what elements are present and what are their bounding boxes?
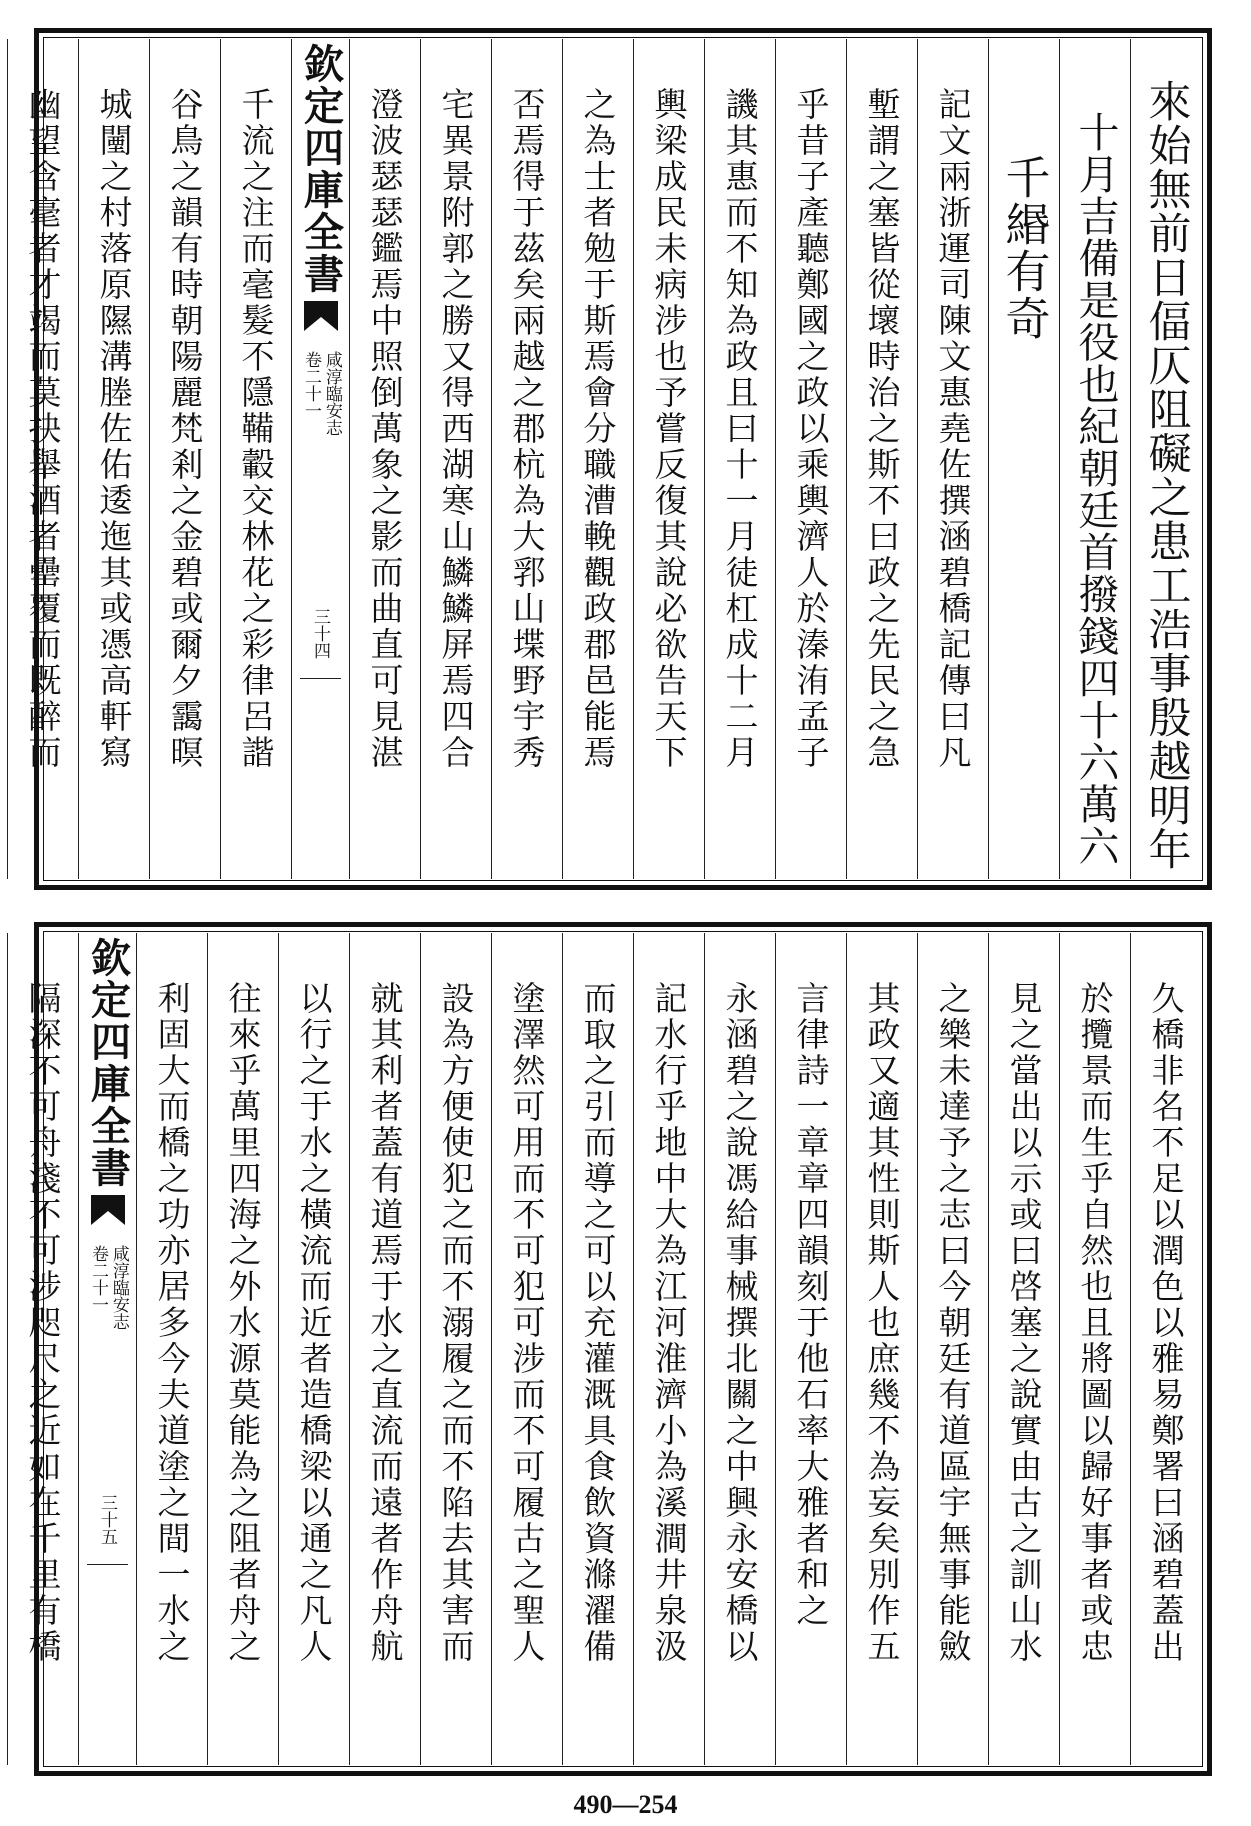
text-column xyxy=(420,933,491,1765)
text-column xyxy=(1059,933,1130,1765)
column-text: 言律詩一章章四韻刻于他石率大雅者和之 xyxy=(791,981,831,1629)
text-column xyxy=(1130,933,1201,1765)
text-column xyxy=(775,933,846,1765)
column-text: 十月吉備是役也紀朝廷首撥錢四十六萬六 xyxy=(1071,111,1120,867)
column-text: 幽望含毫者才竭而莫抉舉酒者罍覆而既醉而 xyxy=(23,87,63,771)
column-text: 見之當出以示或曰啓塞之說實由古之訓山水 xyxy=(1004,981,1044,1665)
text-column xyxy=(562,933,633,1765)
column-text: 就其利者蓋有道焉于水之直流而遠者作舟航 xyxy=(365,981,405,1665)
center-header xyxy=(291,39,349,879)
column-text: 乎昔子產聽鄭國之政以乘輿濟人於溱洧孟子 xyxy=(791,87,831,771)
text-column xyxy=(633,933,704,1765)
text-column xyxy=(917,933,988,1765)
column-text: 塹謂之塞皆從壞時治之斯不曰政之先民之急 xyxy=(862,87,902,771)
page-number-footer: 490—254 xyxy=(573,1790,678,1819)
text-column xyxy=(349,933,420,1765)
column-text: 千緡有奇 xyxy=(997,154,1051,342)
header-book-title: 咸淳臨安志 xyxy=(321,351,342,436)
column-text: 記文兩浙運司陳文惠堯佐撰涵碧橋記傳曰凡 xyxy=(933,87,973,771)
text-column xyxy=(988,39,1059,879)
text-column xyxy=(846,933,917,1765)
text-column xyxy=(7,39,78,879)
column-text: 之為士者勉于斯焉會分職漕輓觀政郡邑能焉 xyxy=(578,87,618,771)
header-title: 欽定四庫全書 xyxy=(297,43,345,295)
column-text: 城闉之村落原隰溝塍佐佑逶迤其或憑高軒寫 xyxy=(94,87,134,771)
header-source xyxy=(301,351,340,436)
column-text: 輿梁成民未病涉也予嘗反復其說必欲告天下 xyxy=(649,87,689,771)
text-column xyxy=(562,39,633,879)
top-columns xyxy=(23,39,1201,879)
header-volume: 卷二十一 xyxy=(88,1245,108,1313)
text-column xyxy=(220,39,291,879)
fish-tail-icon xyxy=(91,1195,125,1225)
column-text: 設為方便使犯之而不溺履之而不陷去其害而 xyxy=(436,981,476,1665)
header-divider xyxy=(87,1564,128,1565)
column-text: 塗澤然可用而不可犯可涉而不可履古之聖人 xyxy=(507,981,547,1665)
text-column xyxy=(633,39,704,879)
text-column xyxy=(1130,39,1201,879)
text-column xyxy=(491,39,562,879)
column-text: 來始無前日偪仄阻礙之患工浩事殷越明年 xyxy=(1141,79,1192,871)
text-column xyxy=(7,933,78,1765)
header-divider xyxy=(300,678,341,679)
header-book-title: 咸淳臨安志 xyxy=(108,1245,129,1330)
column-text: 利固大而橋之功亦居多今夫道塗之間一水之 xyxy=(152,981,192,1665)
center-header xyxy=(78,933,136,1765)
column-text: 譏其惠而不知為政且曰十一月徒杠成十二月 xyxy=(720,87,760,771)
header-page-number: 三十四 xyxy=(310,608,330,659)
text-column xyxy=(988,933,1059,1765)
text-column xyxy=(917,39,988,879)
text-column xyxy=(0,933,7,1765)
text-column xyxy=(278,933,349,1765)
column-text: 宅異景附郭之勝又得西湖寒山鱗鱗屏焉四合 xyxy=(436,87,476,771)
column-text: 以行之于水之橫流而近者造橋梁以通之凡人 xyxy=(294,981,334,1665)
column-text: 而取之引而導之可以充灌溉具食飲資滌濯備 xyxy=(578,981,618,1665)
header-source xyxy=(88,1245,127,1330)
text-column xyxy=(149,39,220,879)
bottom-columns xyxy=(23,933,1201,1765)
text-column xyxy=(704,933,775,1765)
text-column xyxy=(0,39,7,879)
column-text: 其政又適其性則斯人也庶幾不為妄矣別作五 xyxy=(862,981,902,1665)
text-column xyxy=(1059,39,1130,879)
text-column xyxy=(136,933,207,1765)
header-volume: 卷二十一 xyxy=(301,351,321,419)
column-text: 否焉得于茲矣兩越之郡杭為大郛山堞野宇秀 xyxy=(507,87,547,771)
text-column xyxy=(704,39,775,879)
fish-tail-icon xyxy=(304,301,338,331)
header-title: 欽定四庫全書 xyxy=(84,937,132,1189)
column-text: 久橋非名不足以潤色以雅易鄭署曰涵碧蓋出 xyxy=(1146,981,1186,1665)
text-column xyxy=(775,39,846,879)
column-text: 隔深不可舟淺不可涉咫尺之近如在千里有橋 xyxy=(23,981,63,1665)
text-column xyxy=(420,39,491,879)
column-text: 記水行乎地中大為江河淮濟小為溪澗井泉汲 xyxy=(649,981,689,1665)
column-text: 於攬景而生乎自然也且將圖以歸好事者或忠 xyxy=(1075,981,1115,1665)
bottom-page-panel xyxy=(23,922,1212,1776)
text-column xyxy=(349,39,420,879)
text-column xyxy=(491,933,562,1765)
column-text: 永涵碧之說馮給事械撰北關之中興永安橋以 xyxy=(720,981,760,1665)
text-column xyxy=(846,39,917,879)
top-page-panel xyxy=(23,28,1212,890)
column-text: 谷鳥之韻有時朝陽麗梵剎之金碧或爾夕靄暝 xyxy=(165,87,205,771)
text-column xyxy=(78,39,149,879)
column-text: 千流之注而毫髮不隱鞴轂交林花之彩律呂諧 xyxy=(236,87,276,771)
column-text: 澄波瑟瑟鑑焉中照倒萬象之影而曲直可見湛 xyxy=(365,87,405,771)
column-text: 之樂未達予之志曰今朝廷有道區宇無事能斂 xyxy=(933,981,973,1665)
column-text: 往來乎萬里四海之外水源莫能為之阻者舟之 xyxy=(223,981,263,1665)
text-column xyxy=(207,933,278,1765)
header-page-number: 三十五 xyxy=(97,1494,117,1545)
